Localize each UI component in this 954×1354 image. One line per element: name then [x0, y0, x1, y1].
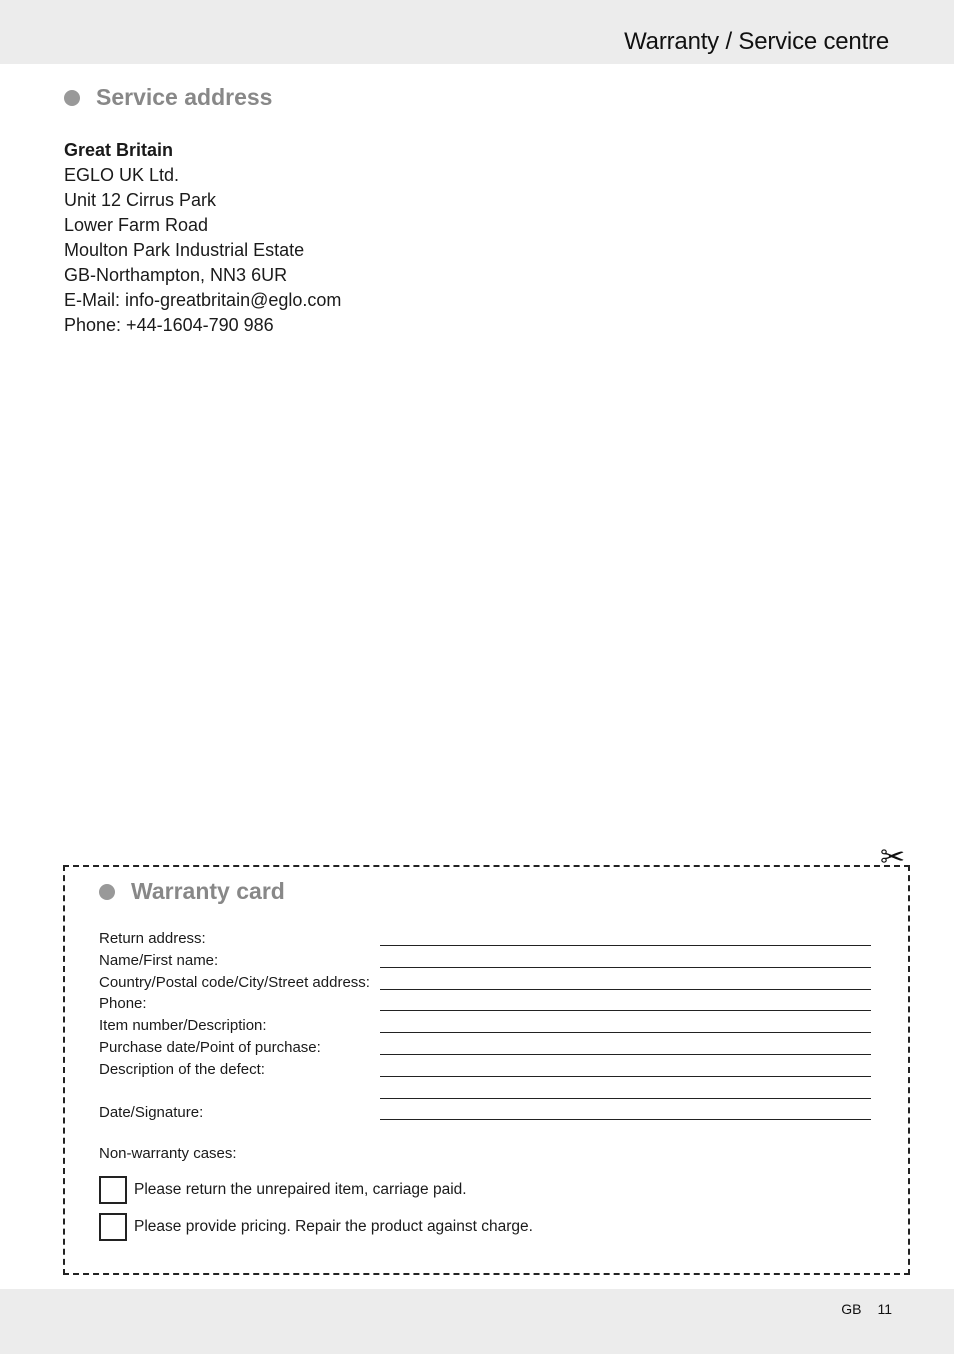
address-line: Lower Farm Road	[64, 215, 209, 235]
form-row	[99, 1102, 874, 1124]
checkbox[interactable]	[99, 1176, 127, 1204]
field-label: Item number/Description:	[99, 1017, 267, 1035]
warranty-form	[99, 928, 874, 1124]
bullet-icon	[99, 884, 115, 900]
form-row	[99, 1015, 874, 1037]
form-row	[99, 972, 874, 994]
address-line: GB-Northampton, NN3 6UR	[64, 265, 288, 285]
option-return-unrepaired	[99, 1176, 467, 1204]
address-line: EGLO UK Ltd.	[64, 165, 180, 185]
form-row	[99, 993, 874, 1015]
language-code: GB	[841, 1301, 862, 1317]
fill-in-line[interactable]	[380, 1076, 871, 1077]
warranty-card-heading-text: Warranty card	[131, 878, 285, 904]
address-country: Great Britain	[64, 140, 174, 160]
fill-in-line[interactable]	[380, 967, 871, 968]
form-row	[99, 1037, 874, 1059]
fill-in-line[interactable]	[380, 945, 871, 946]
address-line: Unit 12 Cirrus Park	[64, 190, 217, 210]
field-label: Date/Signature:	[99, 1104, 204, 1122]
fill-in-line[interactable]	[380, 1119, 871, 1120]
fill-in-line[interactable]	[380, 1032, 871, 1033]
checkbox[interactable]	[99, 1213, 127, 1241]
field-label: Purchase date/Point of purchase:	[99, 1038, 321, 1056]
fill-in-line[interactable]	[380, 989, 871, 990]
field-label: Return address:	[99, 930, 206, 947]
form-row	[99, 1081, 874, 1103]
field-label: Description of the defect:	[99, 1060, 265, 1078]
bullet-icon	[64, 90, 80, 106]
non-warranty-label: Non-warranty cases:	[99, 1145, 237, 1162]
option-label: Please provide pricing. Repair the product against charge.	[134, 1218, 533, 1235]
form-row	[99, 950, 874, 972]
scissors-icon: ✂	[880, 841, 906, 874]
email-line: E-Mail: info-greatbritain@eglo.com	[64, 290, 342, 310]
form-row	[99, 928, 874, 950]
service-address-heading	[64, 84, 272, 111]
fill-in-line[interactable]	[380, 1054, 871, 1055]
phone-line: Phone: +44-1604-790 986	[64, 315, 274, 335]
fill-in-line[interactable]	[380, 1010, 871, 1011]
page-number: 11	[877, 1301, 892, 1317]
option-provide-pricing	[99, 1213, 533, 1241]
field-label: Country/Postal code/City/Street address:	[99, 973, 370, 991]
address-block	[64, 138, 341, 338]
option-label: Please return the unrepaired item, carriage paid.	[134, 1181, 467, 1198]
footer-bar	[0, 1289, 954, 1354]
warranty-card-heading	[99, 878, 285, 905]
field-label: Name/First name:	[99, 951, 219, 969]
service-address-heading-text: Service address	[96, 84, 273, 110]
fill-in-line[interactable]	[380, 1098, 871, 1099]
form-row	[99, 1059, 874, 1081]
address-line: Moulton Park Industrial Estate	[64, 240, 305, 260]
footer	[841, 1301, 892, 1317]
page-title: Warranty / Service centre	[624, 28, 889, 55]
field-label: Phone:	[99, 995, 147, 1013]
